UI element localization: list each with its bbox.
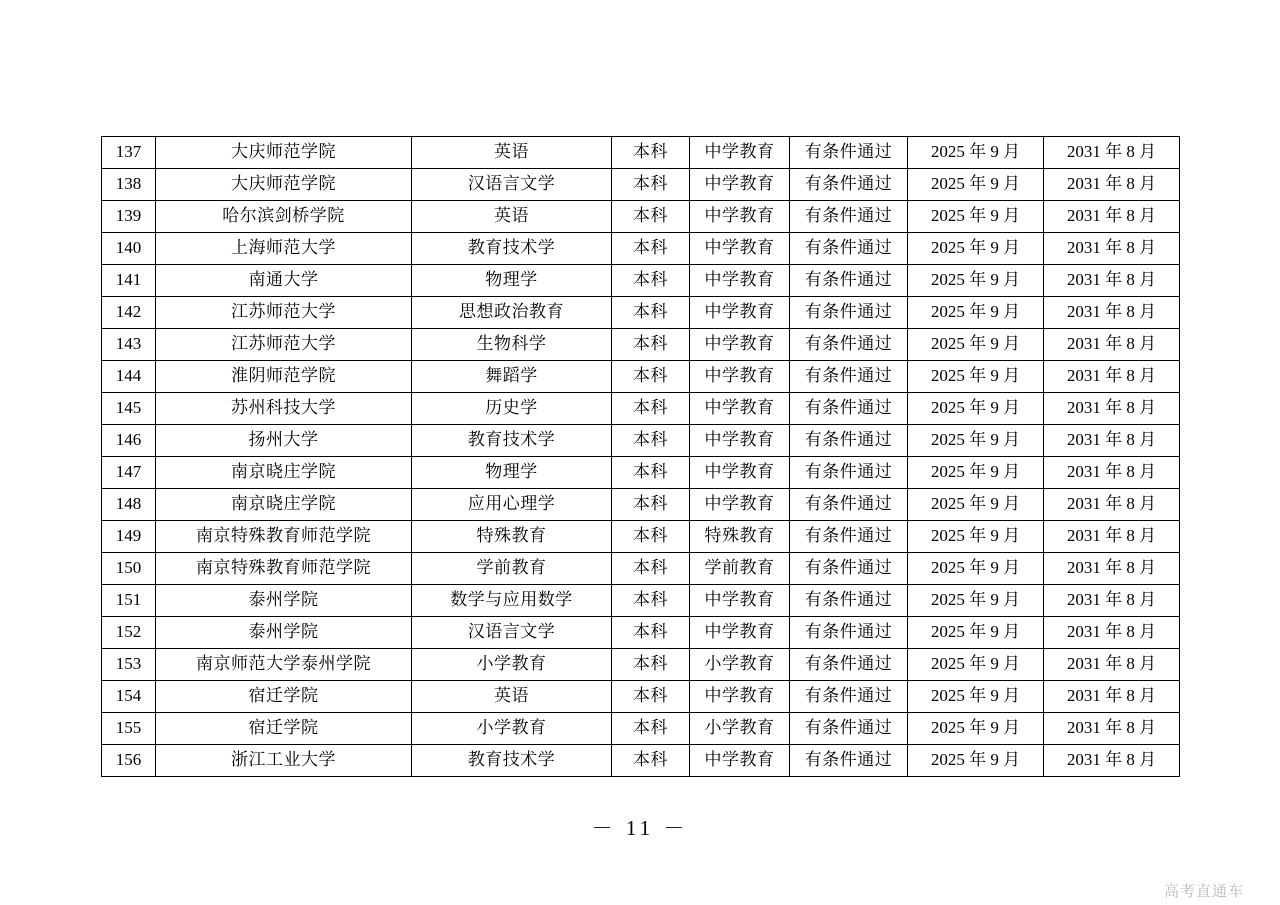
cell-level: 本科 — [612, 201, 690, 233]
cell-major: 小学教育 — [412, 649, 612, 681]
cell-valid-from: 2025 年 9 月 — [908, 649, 1044, 681]
table-row — [102, 169, 1180, 201]
cell-category: 小学教育 — [690, 713, 790, 745]
table-row — [102, 745, 1180, 777]
table-row — [102, 649, 1180, 681]
table-row — [102, 457, 1180, 489]
cell-category: 学前教育 — [690, 553, 790, 585]
cell-major: 英语 — [412, 201, 612, 233]
cell-valid-from: 2025 年 9 月 — [908, 393, 1044, 425]
accreditation-table — [101, 136, 1180, 777]
cell-major: 汉语言文学 — [412, 617, 612, 649]
cell-category: 特殊教育 — [690, 521, 790, 553]
cell-result: 有条件通过 — [790, 681, 908, 713]
cell-major: 汉语言文学 — [412, 169, 612, 201]
table-row — [102, 553, 1180, 585]
cell-index: 148 — [102, 489, 156, 521]
cell-result: 有条件通过 — [790, 457, 908, 489]
cell-valid-from: 2025 年 9 月 — [908, 585, 1044, 617]
cell-index: 155 — [102, 713, 156, 745]
cell-category: 中学教育 — [690, 265, 790, 297]
cell-category: 中学教育 — [690, 169, 790, 201]
cell-valid-from: 2025 年 9 月 — [908, 233, 1044, 265]
cell-level: 本科 — [612, 489, 690, 521]
cell-school: 上海师范大学 — [156, 233, 412, 265]
cell-major: 特殊教育 — [412, 521, 612, 553]
table-row — [102, 585, 1180, 617]
cell-valid-from: 2025 年 9 月 — [908, 617, 1044, 649]
cell-index: 142 — [102, 297, 156, 329]
cell-valid-to: 2031 年 8 月 — [1044, 137, 1180, 169]
table-row — [102, 233, 1180, 265]
cell-major: 英语 — [412, 137, 612, 169]
table-row — [102, 329, 1180, 361]
cell-index: 143 — [102, 329, 156, 361]
cell-school: 扬州大学 — [156, 425, 412, 457]
cell-result: 有条件通过 — [790, 297, 908, 329]
cell-result: 有条件通过 — [790, 425, 908, 457]
cell-major: 物理学 — [412, 265, 612, 297]
cell-level: 本科 — [612, 393, 690, 425]
table-row — [102, 713, 1180, 745]
cell-level: 本科 — [612, 457, 690, 489]
cell-index: 150 — [102, 553, 156, 585]
accreditation-table-wrapper — [101, 136, 1179, 777]
cell-category: 中学教育 — [690, 329, 790, 361]
cell-major: 思想政治教育 — [412, 297, 612, 329]
cell-category: 中学教育 — [690, 393, 790, 425]
cell-valid-to: 2031 年 8 月 — [1044, 393, 1180, 425]
cell-valid-from: 2025 年 9 月 — [908, 361, 1044, 393]
cell-level: 本科 — [612, 713, 690, 745]
cell-level: 本科 — [612, 585, 690, 617]
cell-level: 本科 — [612, 329, 690, 361]
table-row — [102, 681, 1180, 713]
cell-result: 有条件通过 — [790, 617, 908, 649]
cell-school: 江苏师范大学 — [156, 297, 412, 329]
cell-school: 浙江工业大学 — [156, 745, 412, 777]
cell-school: 南京师范大学泰州学院 — [156, 649, 412, 681]
cell-valid-to: 2031 年 8 月 — [1044, 681, 1180, 713]
cell-valid-to: 2031 年 8 月 — [1044, 553, 1180, 585]
cell-valid-to: 2031 年 8 月 — [1044, 297, 1180, 329]
cell-valid-from: 2025 年 9 月 — [908, 329, 1044, 361]
table-row — [102, 393, 1180, 425]
cell-school: 南通大学 — [156, 265, 412, 297]
cell-valid-from: 2025 年 9 月 — [908, 265, 1044, 297]
table-row — [102, 201, 1180, 233]
cell-category: 中学教育 — [690, 489, 790, 521]
cell-valid-to: 2031 年 8 月 — [1044, 329, 1180, 361]
cell-valid-to: 2031 年 8 月 — [1044, 521, 1180, 553]
cell-index: 147 — [102, 457, 156, 489]
cell-category: 中学教育 — [690, 617, 790, 649]
table-row — [102, 361, 1180, 393]
cell-school: 哈尔滨剑桥学院 — [156, 201, 412, 233]
cell-category: 中学教育 — [690, 745, 790, 777]
cell-level: 本科 — [612, 297, 690, 329]
cell-valid-from: 2025 年 9 月 — [908, 297, 1044, 329]
cell-category: 小学教育 — [690, 649, 790, 681]
cell-valid-to: 2031 年 8 月 — [1044, 489, 1180, 521]
cell-result: 有条件通过 — [790, 489, 908, 521]
table-row — [102, 265, 1180, 297]
cell-valid-from: 2025 年 9 月 — [908, 201, 1044, 233]
table-row — [102, 137, 1180, 169]
cell-level: 本科 — [612, 745, 690, 777]
cell-valid-from: 2025 年 9 月 — [908, 457, 1044, 489]
cell-result: 有条件通过 — [790, 713, 908, 745]
cell-index: 140 — [102, 233, 156, 265]
cell-result: 有条件通过 — [790, 521, 908, 553]
cell-index: 156 — [102, 745, 156, 777]
cell-result: 有条件通过 — [790, 393, 908, 425]
cell-level: 本科 — [612, 169, 690, 201]
cell-valid-to: 2031 年 8 月 — [1044, 649, 1180, 681]
cell-category: 中学教育 — [690, 361, 790, 393]
cell-major: 小学教育 — [412, 713, 612, 745]
cell-school: 宿迁学院 — [156, 681, 412, 713]
cell-valid-from: 2025 年 9 月 — [908, 489, 1044, 521]
cell-category: 中学教育 — [690, 585, 790, 617]
cell-valid-to: 2031 年 8 月 — [1044, 233, 1180, 265]
cell-category: 中学教育 — [690, 233, 790, 265]
cell-school: 大庆师范学院 — [156, 137, 412, 169]
cell-level: 本科 — [612, 233, 690, 265]
cell-major: 教育技术学 — [412, 233, 612, 265]
cell-valid-to: 2031 年 8 月 — [1044, 713, 1180, 745]
cell-school: 大庆师范学院 — [156, 169, 412, 201]
cell-level: 本科 — [612, 681, 690, 713]
cell-index: 153 — [102, 649, 156, 681]
cell-valid-to: 2031 年 8 月 — [1044, 201, 1180, 233]
cell-level: 本科 — [612, 361, 690, 393]
cell-valid-from: 2025 年 9 月 — [908, 681, 1044, 713]
cell-category: 中学教育 — [690, 201, 790, 233]
cell-index: 146 — [102, 425, 156, 457]
cell-category: 中学教育 — [690, 457, 790, 489]
cell-index: 139 — [102, 201, 156, 233]
cell-major: 学前教育 — [412, 553, 612, 585]
cell-category: 中学教育 — [690, 297, 790, 329]
cell-school: 江苏师范大学 — [156, 329, 412, 361]
cell-school: 泰州学院 — [156, 585, 412, 617]
cell-valid-to: 2031 年 8 月 — [1044, 265, 1180, 297]
cell-school: 苏州科技大学 — [156, 393, 412, 425]
cell-level: 本科 — [612, 137, 690, 169]
table-row — [102, 425, 1180, 457]
cell-school: 宿迁学院 — [156, 713, 412, 745]
cell-major: 历史学 — [412, 393, 612, 425]
cell-category: 中学教育 — [690, 137, 790, 169]
cell-level: 本科 — [612, 521, 690, 553]
cell-result: 有条件通过 — [790, 361, 908, 393]
cell-valid-from: 2025 年 9 月 — [908, 521, 1044, 553]
cell-major: 英语 — [412, 681, 612, 713]
cell-valid-from: 2025 年 9 月 — [908, 137, 1044, 169]
cell-result: 有条件通过 — [790, 329, 908, 361]
cell-level: 本科 — [612, 265, 690, 297]
cell-category: 中学教育 — [690, 425, 790, 457]
cell-school: 淮阴师范学院 — [156, 361, 412, 393]
cell-major: 舞蹈学 — [412, 361, 612, 393]
cell-level: 本科 — [612, 425, 690, 457]
cell-valid-from: 2025 年 9 月 — [908, 745, 1044, 777]
cell-school: 南京晓庄学院 — [156, 489, 412, 521]
cell-category: 中学教育 — [690, 681, 790, 713]
table-row — [102, 297, 1180, 329]
cell-level: 本科 — [612, 617, 690, 649]
table-row — [102, 521, 1180, 553]
cell-valid-from: 2025 年 9 月 — [908, 553, 1044, 585]
cell-result: 有条件通过 — [790, 745, 908, 777]
cell-valid-to: 2031 年 8 月 — [1044, 745, 1180, 777]
cell-level: 本科 — [612, 553, 690, 585]
cell-valid-to: 2031 年 8 月 — [1044, 169, 1180, 201]
cell-major: 教育技术学 — [412, 745, 612, 777]
cell-school: 泰州学院 — [156, 617, 412, 649]
cell-major: 物理学 — [412, 457, 612, 489]
cell-result: 有条件通过 — [790, 265, 908, 297]
cell-valid-to: 2031 年 8 月 — [1044, 361, 1180, 393]
table-row — [102, 617, 1180, 649]
cell-result: 有条件通过 — [790, 233, 908, 265]
cell-index: 141 — [102, 265, 156, 297]
cell-level: 本科 — [612, 649, 690, 681]
cell-school: 南京特殊教育师范学院 — [156, 521, 412, 553]
cell-result: 有条件通过 — [790, 553, 908, 585]
watermark-label: 高考直通车 — [1163, 882, 1244, 900]
cell-index: 154 — [102, 681, 156, 713]
cell-result: 有条件通过 — [790, 169, 908, 201]
cell-major: 数学与应用数学 — [412, 585, 612, 617]
cell-valid-from: 2025 年 9 月 — [908, 425, 1044, 457]
cell-result: 有条件通过 — [790, 649, 908, 681]
page-number: － 11 － — [591, 816, 689, 840]
cell-result: 有条件通过 — [790, 585, 908, 617]
cell-major: 教育技术学 — [412, 425, 612, 457]
cell-valid-to: 2031 年 8 月 — [1044, 617, 1180, 649]
table-body — [102, 137, 1180, 777]
cell-valid-from: 2025 年 9 月 — [908, 713, 1044, 745]
cell-index: 144 — [102, 361, 156, 393]
cell-index: 137 — [102, 137, 156, 169]
cell-valid-to: 2031 年 8 月 — [1044, 585, 1180, 617]
cell-result: 有条件通过 — [790, 137, 908, 169]
cell-school: 南京特殊教育师范学院 — [156, 553, 412, 585]
cell-index: 138 — [102, 169, 156, 201]
cell-index: 149 — [102, 521, 156, 553]
cell-index: 151 — [102, 585, 156, 617]
cell-valid-from: 2025 年 9 月 — [908, 169, 1044, 201]
cell-result: 有条件通过 — [790, 201, 908, 233]
cell-school: 南京晓庄学院 — [156, 457, 412, 489]
cell-major: 生物科学 — [412, 329, 612, 361]
cell-valid-to: 2031 年 8 月 — [1044, 457, 1180, 489]
cell-index: 152 — [102, 617, 156, 649]
cell-valid-to: 2031 年 8 月 — [1044, 425, 1180, 457]
cell-major: 应用心理学 — [412, 489, 612, 521]
cell-index: 145 — [102, 393, 156, 425]
table-row — [102, 489, 1180, 521]
